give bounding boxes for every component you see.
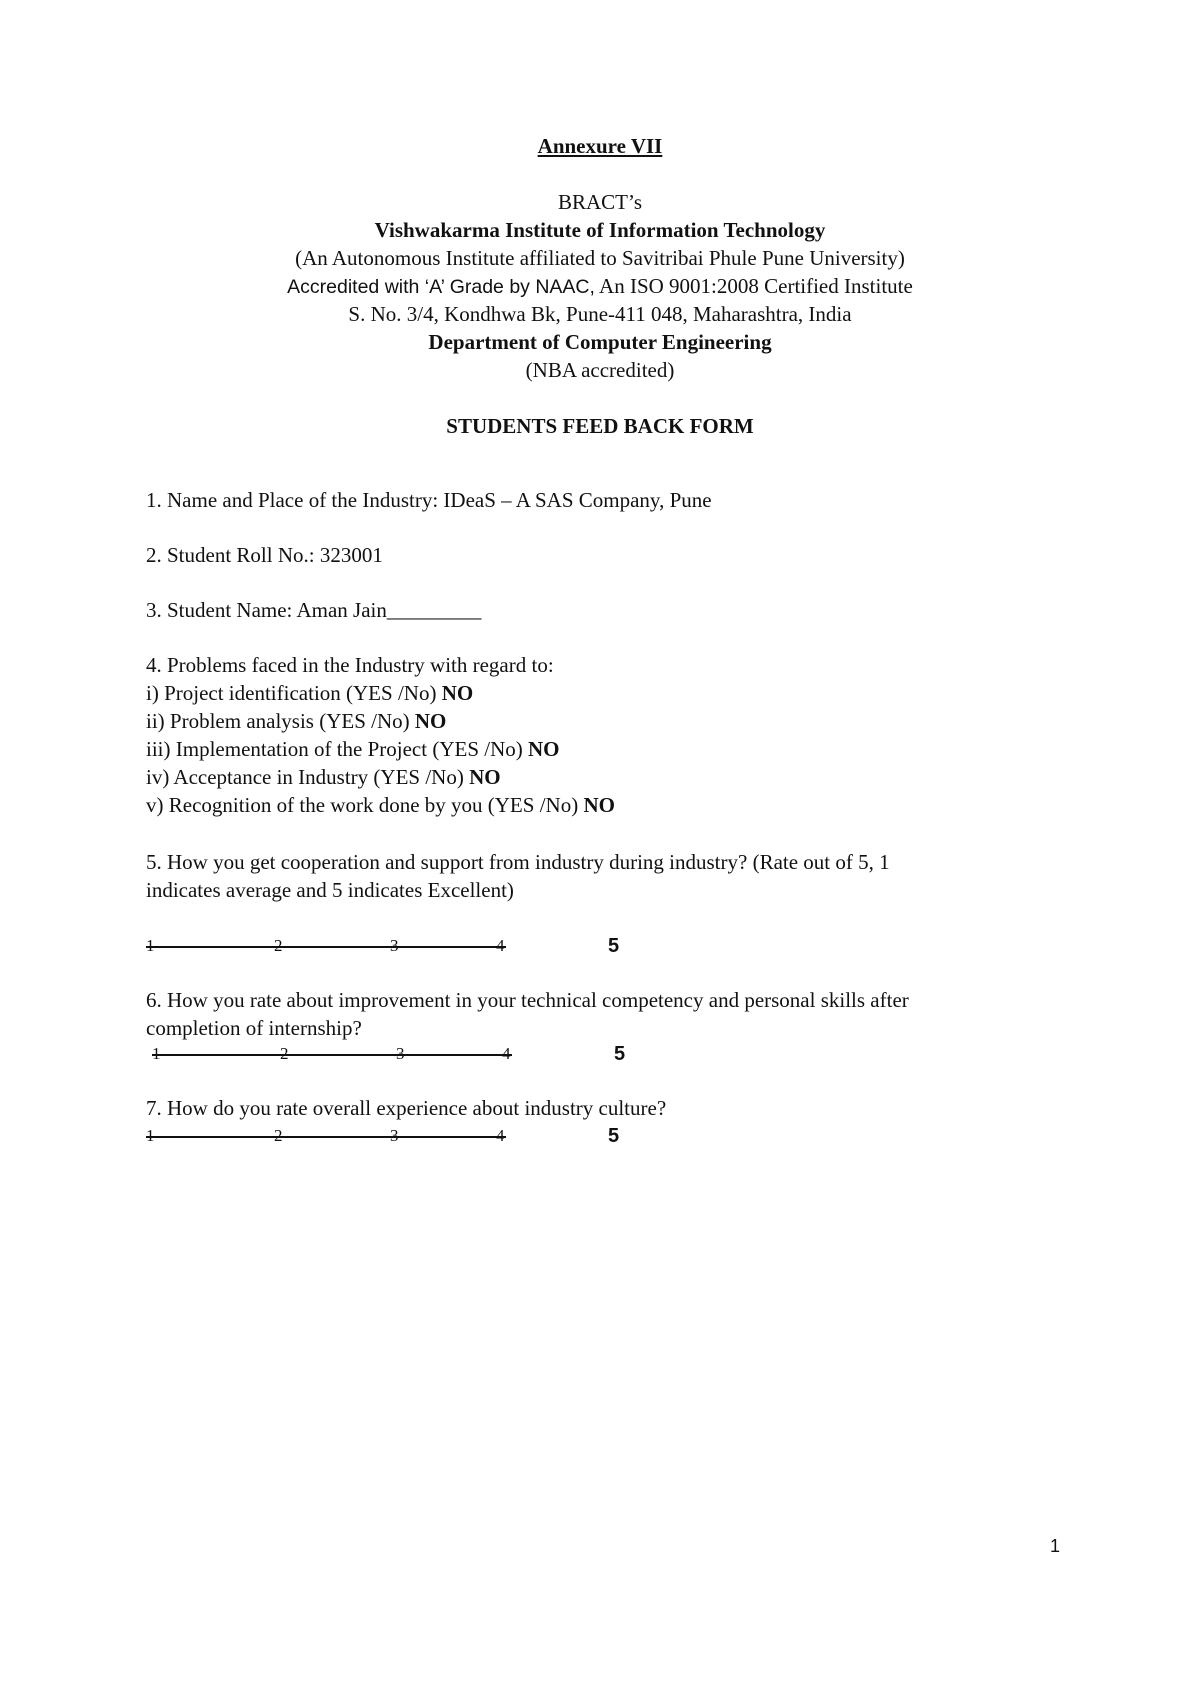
affiliation-line: (An Autonomous Institute affiliated to Savitribai Phule Pune University) bbox=[295, 246, 905, 270]
rating-scale-q5 bbox=[146, 932, 746, 960]
selected-rating: 5 bbox=[608, 1125, 620, 1147]
question-5-line2: indicates average and 5 indicates Excellent) bbox=[146, 878, 514, 902]
rating-scale-q6 bbox=[152, 1040, 752, 1068]
question-1: 1. Name and Place of the Industry: IDeaS – A SAS Company, Pune bbox=[146, 488, 712, 512]
name-blank-line: _________ bbox=[386, 598, 482, 622]
question-7: 7. How do you rate overall experience about industry culture? bbox=[146, 1096, 667, 1120]
question-4-heading: 4. Problems faced in the Industry with regard to: bbox=[146, 653, 554, 677]
accreditation-suffix: An ISO 9001:2008 Certified Institute bbox=[594, 274, 913, 298]
strike-line bbox=[152, 1054, 512, 1056]
institute-name: Vishwakarma Institute of Information Technology bbox=[374, 218, 826, 242]
selected-rating: 5 bbox=[608, 935, 620, 957]
student-name: 3. Student Name: Aman Jain bbox=[146, 598, 387, 622]
scale-option-1: 1 bbox=[146, 1126, 155, 1145]
problem-answer: NO bbox=[528, 737, 560, 761]
question-6-line2: completion of internship? bbox=[146, 1016, 362, 1040]
problem-item: v) Recognition of the work done by you (YES /No) NO bbox=[146, 793, 615, 817]
problem-answer: NO bbox=[414, 709, 447, 733]
question-2: 2. Student Roll No.: 323001 bbox=[146, 543, 383, 567]
scale-option-4: 4 bbox=[496, 1126, 505, 1145]
scale-option-4: 4 bbox=[502, 1044, 511, 1063]
accreditation-line bbox=[0, 272, 1200, 301]
problem-answer: NO bbox=[469, 765, 501, 789]
page-number: 1 bbox=[1050, 1536, 1061, 1556]
question-6-line1: 6. How you rate about improvement in your technical competency and personal skills after bbox=[146, 988, 909, 1012]
rating-scale-q7 bbox=[146, 1122, 746, 1150]
scale-option-3: 3 bbox=[390, 1126, 399, 1145]
scale-option-1: 1 bbox=[152, 1044, 161, 1063]
scale-option-4: 4 bbox=[496, 936, 505, 955]
scale-option-1: 1 bbox=[146, 936, 155, 955]
strike-line bbox=[146, 1136, 506, 1138]
annexure-title: Annexure VII bbox=[537, 134, 663, 158]
problem-item: i) Project identification (YES /No) NO bbox=[146, 681, 474, 705]
question-5-line1: 5. How you get cooperation and support from industry during industry? (Rate out of 5, 1 bbox=[146, 850, 890, 874]
address-line: S. No. 3/4, Kondhwa Bk, Pune-411 048, Maharashtra, India bbox=[348, 302, 852, 326]
department-name: Department of Computer Engineering bbox=[428, 330, 772, 354]
problem-item: iii) Implementation of the Project (YES /No) NO bbox=[146, 737, 560, 761]
problem-item: ii) Problem analysis (YES /No) NO bbox=[146, 709, 447, 733]
strike-line bbox=[146, 946, 506, 948]
problem-answer: NO bbox=[583, 793, 615, 817]
problem-item: iv) Acceptance in Industry (YES /No) NO bbox=[146, 765, 501, 789]
nba-line: (NBA accredited) bbox=[525, 358, 675, 382]
question-3 bbox=[146, 596, 481, 624]
form-title: STUDENTS FEED BACK FORM bbox=[446, 414, 754, 438]
scale-option-2: 2 bbox=[280, 1044, 289, 1063]
problem-answer: NO bbox=[441, 681, 474, 705]
scale-option-2: 2 bbox=[274, 1126, 283, 1145]
scale-option-3: 3 bbox=[396, 1044, 405, 1063]
selected-rating: 5 bbox=[614, 1043, 626, 1065]
accreditation-prefix: Accredited with ‘A’ Grade by NAAC, bbox=[287, 276, 595, 298]
scale-option-2: 2 bbox=[274, 936, 283, 955]
scale-option-3: 3 bbox=[390, 936, 399, 955]
bract-label: BRACT’s bbox=[557, 190, 643, 214]
